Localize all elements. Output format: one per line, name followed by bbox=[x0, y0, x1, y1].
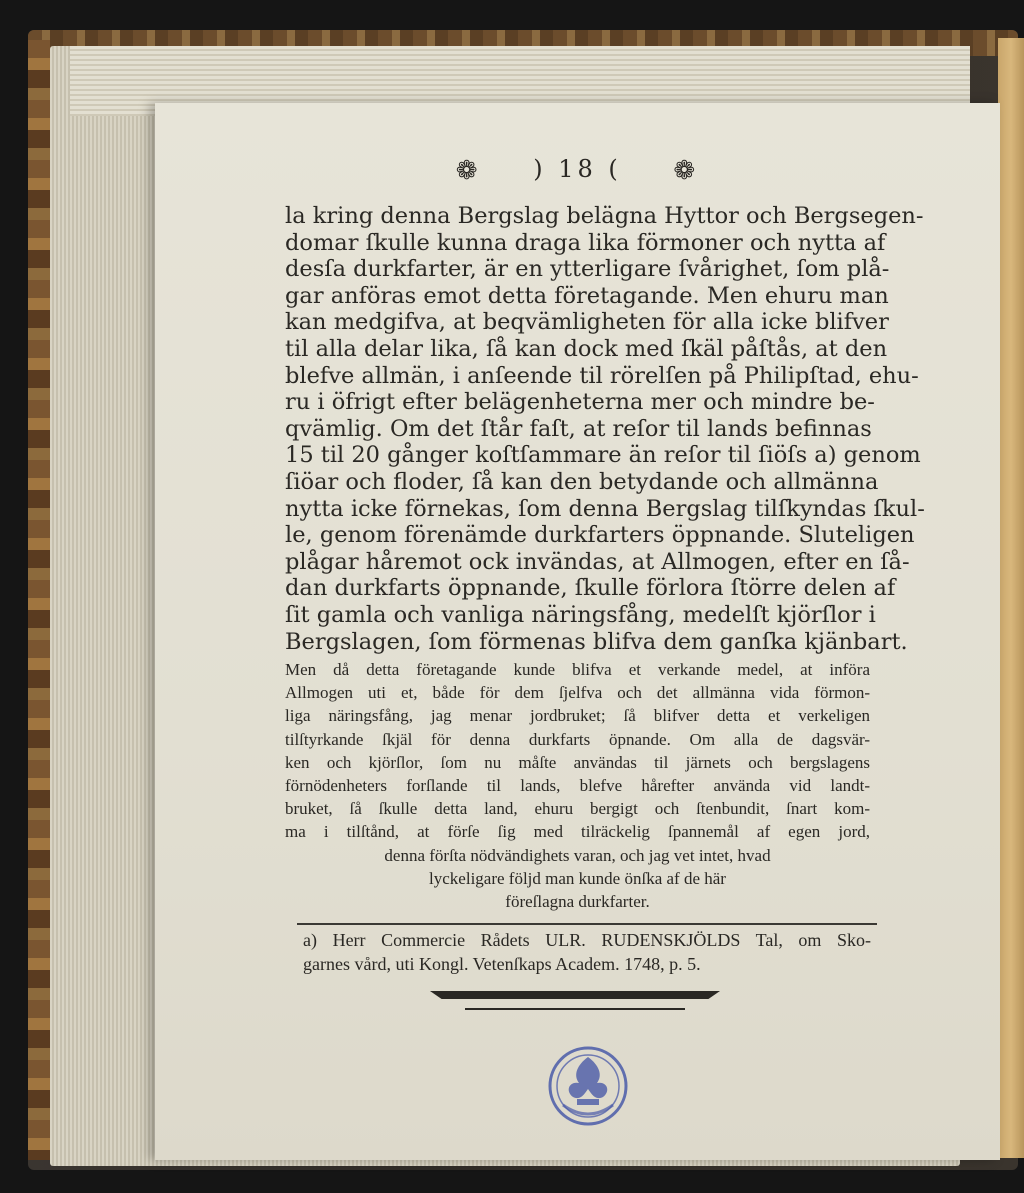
footnote-line: garnes vård, uti Kongl. Vetenſkaps Academ. 1748, p. 5. bbox=[303, 954, 701, 974]
book-spine bbox=[998, 38, 1024, 1158]
text-line: desſa durkfarter, är en ytterligare ſvårighet, ſom plå- bbox=[285, 256, 890, 283]
text-line: Bergslagen, ſom förmenas blifva dem ganſka kjänbart. bbox=[285, 628, 908, 655]
text-line: domar ſkulle kunna draga lika förmoner och nytta af bbox=[285, 229, 886, 256]
marbled-cover-left bbox=[28, 40, 50, 1160]
text-line: denna förſta nödvändighets varan, och jag vet intet, hvad bbox=[384, 845, 771, 865]
text-line: ken och kjörſlor, ſom nu måſte användas til järnets och bergslagens bbox=[285, 752, 870, 772]
text-line: nytta icke förnekas, ſom denna Bergslag tilſkyndas ſkul- bbox=[285, 495, 925, 522]
text-line: la kring denna Bergslag belägna Hyttor och Bergsegen- bbox=[285, 203, 924, 229]
ornamental-line bbox=[465, 1008, 685, 1010]
footnote-line: a) Herr Commercie Rådets ULR. RUDENSKJÖLDS Tal, om Sko- bbox=[303, 930, 871, 950]
text-line: plågar håremot ock invändas, at Allmogen, efter en ſå- bbox=[285, 548, 910, 575]
text-line: gar anföras emot detta företagande. Men ehuru man bbox=[285, 282, 889, 309]
text-line: bruket, ſå ſkulle detta land, ehuru bergigt och ſtenbundit, ſnart kom- bbox=[285, 799, 870, 819]
text-line: til alla delar lika, ſå kan dock med ſkäl påſtås, at den bbox=[285, 335, 888, 362]
page-header bbox=[155, 155, 1000, 186]
page-number: ) 18 ( bbox=[533, 155, 622, 183]
text-line: blefve allmän, i anſeende til rörelſen på Philipſtad, ehu- bbox=[285, 362, 919, 389]
ornamental-bar bbox=[430, 991, 720, 999]
text-line: lyckeligare följd man kunde önſka af de här bbox=[429, 868, 726, 888]
text-line: le, genom förenämde durkfarters öppnande. Sluteligen bbox=[285, 522, 915, 549]
footnote-rule bbox=[297, 923, 877, 925]
library-stamp-icon bbox=[547, 1045, 629, 1127]
text-line: ſit gamla och vanliga näringsfång, medelſt kjörſlor i bbox=[285, 601, 876, 628]
text-line: kan medgifva, at beqvämligheten för alla icke blifver bbox=[285, 309, 889, 336]
text-line: dan durkfarts öppnande, ſkulle förlora ſtörre delen af bbox=[285, 575, 896, 602]
page-content bbox=[155, 103, 1000, 1160]
main-text bbox=[285, 203, 925, 655]
text-line: liga näringsfång, jag menar jordbruket; ſå blifver detta et verkeligen bbox=[285, 706, 870, 726]
flower-ornament-icon: ❁ bbox=[673, 155, 700, 186]
text-line: ru i öfrigt efter belägenheterna mer och mindre be- bbox=[285, 389, 875, 416]
book-page bbox=[155, 103, 1000, 1160]
text-line: ſiöar och floder, ſå kan den betydande och allmänna bbox=[285, 468, 879, 495]
text-line: tilſtyrkande ſkjäl för denna durkfarts öpnande. Om alla de dagsvär- bbox=[285, 729, 870, 749]
small-print-paragraph bbox=[285, 658, 870, 913]
text-line: föreſlagna durkfarter. bbox=[505, 892, 650, 912]
text-line: ma i tilſtånd, at förſe ſig med tilräckelig ſpannemål af egen jord, bbox=[285, 822, 870, 842]
text-line: 15 til 20 gånger koſtſammare än reſor til ſiöſs a) genom bbox=[285, 442, 921, 469]
text-line: Allmogen uti et, både för dem ſjelfva och det allmänna vida förmon- bbox=[285, 683, 870, 703]
text-line: förnödenheters forſlande til lands, blefve hårefter använda vid landt- bbox=[285, 776, 870, 796]
text-line: qvämlig. Om det ſtår faſt, at reſor til lands befinnas bbox=[285, 415, 872, 442]
text-line: Men då detta företagande kunde blifva et verkande medel, at införa bbox=[285, 660, 870, 679]
footnote bbox=[303, 928, 871, 976]
flower-ornament-icon: ❁ bbox=[455, 155, 482, 186]
